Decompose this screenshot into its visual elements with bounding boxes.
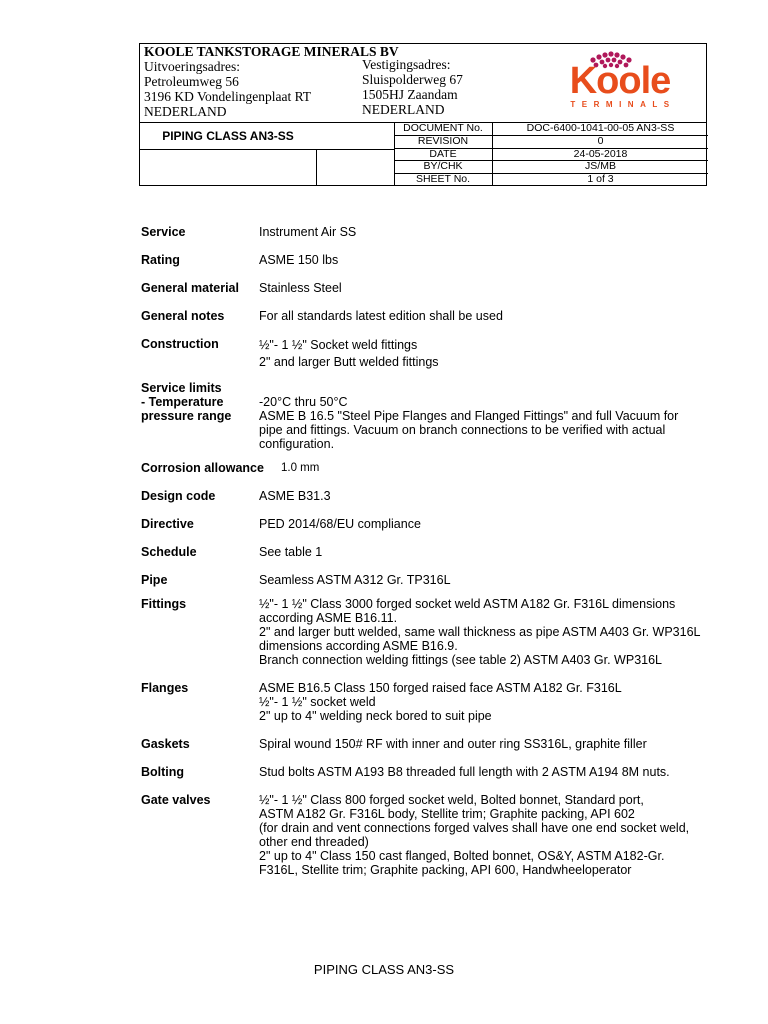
spec-line: ½"- 1 ½" Class 800 forged socket weld, Bolted bonnet, Standard port,: [259, 793, 644, 807]
spec-line: ASME B 16.5 "Steel Pipe Flanges and Flanged Fittings" and full Vacuum for: [259, 409, 679, 423]
meta-value-date: 24-05-2018: [573, 148, 628, 160]
spec-line: ½"- 1 ½" socket weld: [259, 695, 376, 709]
spec-line: ½"- 1 ½" Class 3000 forged socket weld ASTM A182 Gr. F316L dimensions: [259, 597, 676, 611]
spec-label-line: Service limits: [141, 381, 222, 395]
spec-line: Stainless Steel: [259, 281, 342, 295]
spec-line: ASME 150 lbs: [259, 253, 339, 267]
est-address-line: 1505HJ Zaandam: [362, 87, 458, 102]
spec-line: Spiral wound 150# RF with inner and outer ring SS316L, graphite filler: [259, 737, 647, 751]
meta-value-sheet-no: 1 of 3: [587, 173, 614, 185]
page-footer: PIPING CLASS AN3-SS: [313, 962, 455, 977]
meta-label-sheet-no: SHEET No.: [415, 173, 471, 185]
spec-value: [259, 597, 719, 667]
spec-value: [259, 395, 719, 451]
est-address-line: NEDERLAND: [362, 102, 445, 117]
meta-label-by-chk: BY/CHK: [423, 160, 463, 172]
exec-address-line: 3196 KD Vondelingenplaat RT: [144, 89, 312, 104]
spec-line: PED 2014/68/EU compliance: [259, 517, 421, 531]
spec-label: Corrosion allowance: [141, 461, 264, 475]
document-header: [139, 43, 707, 186]
est-address-label: Vestigingsadres:: [362, 57, 451, 72]
spec-line: 2" and larger Butt welded fittings: [259, 355, 439, 369]
spec-label: Service: [141, 225, 186, 239]
spec-value: [281, 461, 741, 475]
est-address-line: Sluispolderweg 67: [362, 72, 463, 87]
spec-line: ½"- 1 ½" Socket weld fittings: [259, 338, 418, 352]
spec-line: Branch connection welding fittings (see table 2) ASTM A403 Gr. WP316L: [259, 653, 662, 667]
execution-address: [144, 44, 399, 119]
spec-label: General material: [141, 281, 239, 295]
spec-label: Rating: [141, 253, 180, 267]
piping-class-title: PIPING CLASS AN3-SS: [162, 128, 294, 143]
spec-value: [259, 573, 719, 587]
spec-label: Design code: [141, 489, 216, 503]
company-name: KOOLE TANKSTORAGE MINERALS BV: [144, 44, 399, 59]
spec-line: See table 1: [259, 545, 323, 559]
spec-line: F316L, Stellite trim; Graphite packing, API 600, Handwheeloperator: [259, 863, 632, 877]
meta-value-by-chk: JS/MB: [585, 160, 616, 172]
meta-value-document-no: DOC-6400-1041-00-05 AN3-SS: [526, 122, 675, 134]
spec-line: dimensions according ASME B16.9.: [259, 639, 458, 653]
spec-value: [259, 517, 719, 531]
spec-line: (for drain and vent connections forged valves shall have one end socket weld,: [259, 821, 690, 835]
spec-value: [259, 489, 719, 503]
meta-value-revision: 0: [597, 135, 604, 147]
spec-label: Schedule: [141, 545, 197, 559]
spec-value: [259, 545, 719, 559]
header-address-block: [140, 44, 706, 123]
exec-address-line: NEDERLAND: [144, 104, 227, 119]
spec-label: Flanges: [141, 681, 189, 695]
logo-word: Koole: [569, 60, 671, 102]
divider: [316, 149, 317, 186]
meta-label-revision: REVISION: [417, 135, 469, 147]
spec-value: [259, 309, 719, 323]
spec-value: [259, 253, 719, 267]
spec-line: 2" up to 4" Class 150 cast flanged, Bolted bonnet, OS&Y, ASTM A182-Gr.: [259, 849, 665, 863]
spec-line: ASME B31.3: [259, 489, 331, 503]
meta-label-document-no: DOCUMENT No.: [403, 122, 483, 134]
spec-line: 2" and larger butt welded, same wall thickness as pipe ASTM A403 Gr. WP316L: [259, 625, 701, 639]
header-meta-block: [140, 122, 706, 186]
spec-line: -20°C thru 50°C: [259, 395, 348, 409]
spec-label: Directive: [141, 517, 194, 531]
koole-terminals-logo: [545, 48, 695, 110]
establishment-address: [362, 57, 463, 117]
spec-line: ASME B16.5 Class 150 forged raised face ASTM A182 Gr. F316L: [259, 681, 622, 695]
spec-line: pipe and fittings. Vacuum on branch connections to be verified with actual: [259, 423, 666, 437]
spec-line: Instrument Air SS: [259, 225, 357, 239]
spec-label: Construction: [141, 337, 219, 351]
spec-line: configuration.: [259, 437, 335, 451]
spec-line: 2" up to 4" welding neck bored to suit pipe: [259, 709, 492, 723]
logo-subtitle: TERMINALS: [570, 100, 676, 109]
spec-label: Bolting: [141, 765, 185, 779]
spec-line: ASTM A182 Gr. F316L body, Stellite trim; Graphite packing, API 602: [259, 807, 635, 821]
exec-address-line: Petroleumweg 56: [144, 74, 239, 89]
spec-value: [259, 681, 719, 723]
spec-label-line: - Temperature: [141, 395, 224, 409]
spec-line: according ASME B16.11.: [259, 611, 398, 625]
spec-line: Seamless ASTM A312 Gr. TP316L: [259, 573, 451, 587]
spec-line: For all standards latest edition shall be used: [259, 309, 503, 323]
spec-line: 1.0 mm: [281, 462, 320, 474]
spec-line: Stud bolts ASTM A193 B8 threaded full length with 2 ASTM A194 8M nuts.: [259, 765, 670, 779]
spec-label: General notes: [141, 309, 225, 323]
spec-value: [259, 225, 719, 239]
spec-label-line: pressure range: [141, 409, 232, 423]
exec-address-label: Uitvoeringsadres:: [144, 59, 240, 74]
spec-label: Gaskets: [141, 737, 190, 751]
spec-line: other end threaded): [259, 835, 369, 849]
spec-value: [259, 793, 719, 877]
spec-label: Pipe: [141, 573, 168, 587]
spec-label: Fittings: [141, 597, 187, 611]
divider: [140, 149, 394, 150]
spec-value: [259, 337, 719, 371]
spec-label: Gate valves: [141, 793, 211, 807]
spec-value: [259, 737, 719, 751]
spec-value: [259, 281, 719, 295]
spec-value: [259, 765, 719, 779]
spec-label: [141, 381, 231, 423]
meta-label-date: DATE: [429, 148, 457, 160]
